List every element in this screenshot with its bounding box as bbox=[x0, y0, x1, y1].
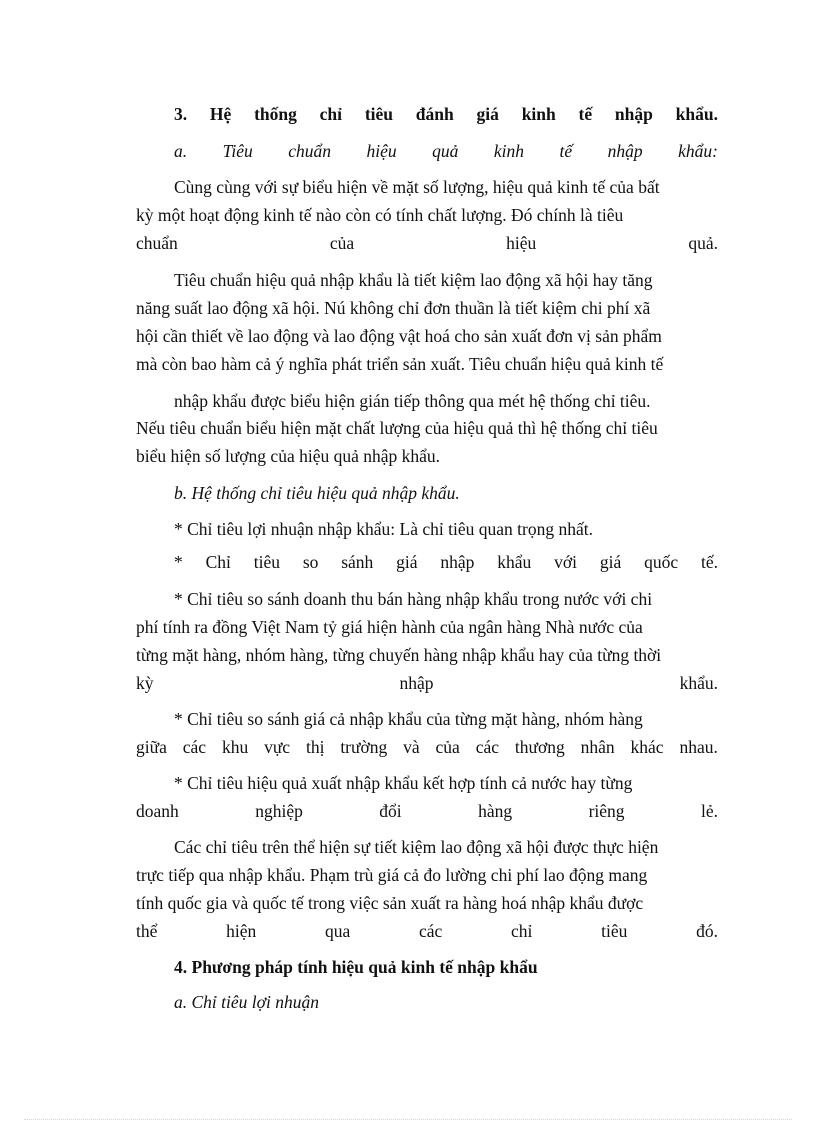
text-line: trực tiếp qua nhập khẩu. Phạm trù giá cả đo lường chi phí lao động mang bbox=[136, 865, 648, 885]
text-line: nhập khẩu được biểu hiện gián tiếp thông qua mét hệ thống chỉ tiêu. bbox=[174, 391, 651, 411]
text-line: Cùng cùng với sự biểu hiện về mặt số lượng, hiệu quả kinh tế của bất bbox=[174, 177, 660, 197]
text-line: thể hiện qua các chỉ tiêu đó. bbox=[136, 921, 718, 941]
text-line: kỳ một hoạt động kinh tế nào còn có tính chất lượng. Đó chính là tiêu bbox=[136, 205, 624, 225]
text-line: năng suất lao động xã hội. Nú không chỉ đơn thuần là tiết kiệm chi phí xã bbox=[136, 298, 651, 318]
text-line: Tiêu chuẩn hiệu quả nhập khẩu là tiết kiệm lao động xã hội hay tăng bbox=[174, 270, 653, 290]
section-heading-4: 4. Phương pháp tính hiệu quả kinh tế nhập khẩu bbox=[174, 957, 538, 977]
text-line: chuẩn của hiệu quả. bbox=[136, 233, 718, 253]
text-line: từng mặt hàng, nhóm hàng, từng chuyến hàng nhập khẩu hay của từng thời bbox=[136, 645, 662, 665]
text-line: * Chỉ tiêu so sánh giá cả nhập khẩu của từng mặt hàng, nhóm hàng bbox=[174, 709, 643, 729]
text-line: kỳ nhập khẩu. bbox=[136, 673, 718, 693]
text-line: biểu hiện số lượng của hiệu quả nhập khẩu. bbox=[136, 446, 441, 466]
text-line: Các chỉ tiêu trên thể hiện sự tiết kiệm lao động xã hội được thực hiện bbox=[174, 837, 659, 857]
text-line: * Chỉ tiêu hiệu quả xuất nhập khẩu kết hợp tính cả nước hay từng bbox=[174, 773, 633, 793]
section-heading-3: 3. Hệ thống chỉ tiêu đánh giá kinh tế nhập khẩu. bbox=[174, 104, 718, 124]
text-line: phí tính ra đồng Việt Nam tỷ giá hiện hành của ngân hàng Nhà nước của bbox=[136, 617, 643, 637]
text-line: mà còn bao hàm cả ý nghĩa phát triển sản xuất. Tiêu chuẩn hiệu quả kinh tế bbox=[136, 354, 664, 374]
text-line: giữa các khu vực thị trường và của các thương nhân khác nhau. bbox=[136, 737, 718, 757]
text-line: hội cần thiết về lao động và lao động vật hoá cho sản xuất đơn vị sản phẩm bbox=[136, 326, 662, 346]
subheading-b: b. Hệ thống chỉ tiêu hiệu quả nhập khẩu. bbox=[174, 483, 460, 503]
text-line: doanh nghiệp đổi hàng riêng lẻ. bbox=[136, 801, 718, 821]
text-line: * Chỉ tiêu so sánh doanh thu bán hàng nhập khẩu trong nước với chi bbox=[174, 589, 653, 609]
text-line: tính quốc gia và quốc tế trong việc sản xuất ra hàng hoá nhập khẩu được bbox=[136, 893, 644, 913]
text-line: * Chỉ tiêu so sánh giá nhập khẩu với giá quốc tế. bbox=[174, 552, 718, 572]
text-line: Nếu tiêu chuẩn biểu hiện mặt chất lượng của hiệu quả thì hệ thống chỉ tiêu bbox=[136, 418, 658, 438]
page-bottom-divider bbox=[24, 1119, 792, 1120]
subheading-a-profit: a. Chỉ tiêu lợi nhuận bbox=[174, 992, 319, 1012]
text-line: * Chỉ tiêu lợi nhuận nhập khẩu: Là chỉ tiêu quan trọng nhất. bbox=[174, 519, 593, 539]
subheading-a: a. Tiêu chuẩn hiệu quả kinh tế nhập khẩu: bbox=[174, 141, 718, 161]
